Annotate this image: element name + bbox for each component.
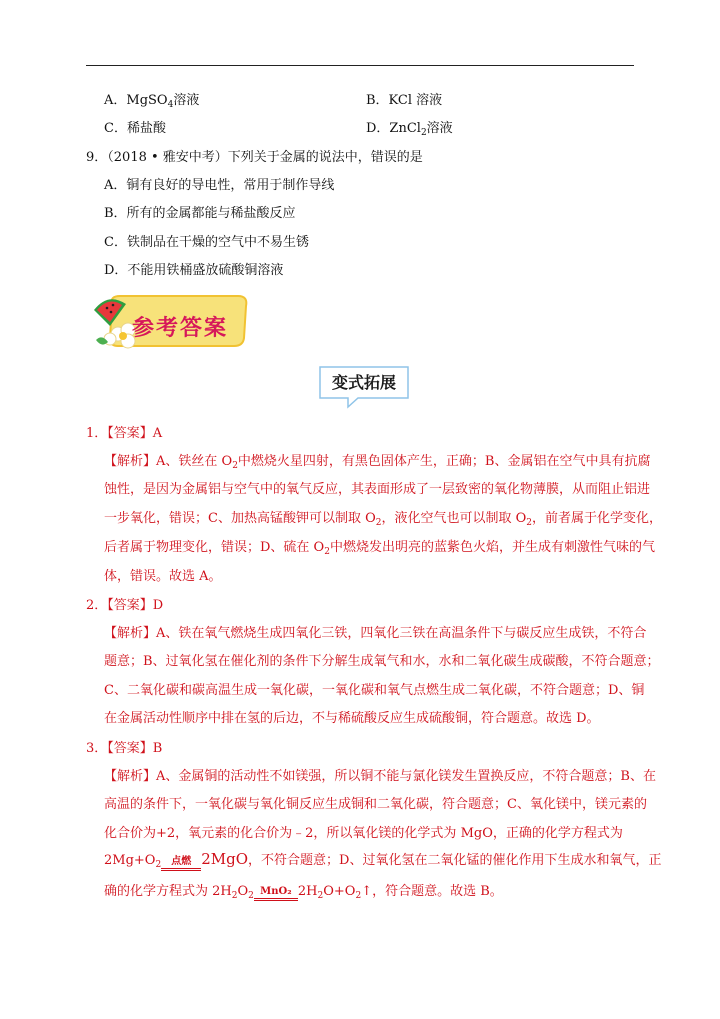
q9-option-d: D．不能用铁桶盛放硫酸铜溶液 [104,263,284,278]
answer-2-line: C、二氧化碳和碳高温生成一氧化碳，一氧化碳和氧气点燃生成二氧化碳，不符合题意；D、铜 [104,683,645,698]
q9-option-a: A．铜有良好的导电性，常用于制作导线 [104,178,335,193]
answer-1-line: 体，错误。故选 A。 [104,569,222,584]
answer-1-line: 后者属于物理变化，错误；D、硫在 $O_2$中燃烧发出明亮的蓝紫色火焰，并生成有刺激性气味的气 [104,540,655,557]
q9-option-c: C．铁制品在干燥的空气中不易生锈 [104,235,309,250]
answer-1-line: 【解析】A、铁丝在 $O_2$中燃烧火星四射，有黑色固体产生，正确；B、金属铝在空气中具有抗腐 [104,454,651,471]
option-d: D．ZnCl$_2$溶液 [366,121,453,138]
answer-3-line: 【解析】A、金属铜的活动性不如镁强，所以铜不能与氯化镁发生置换反应，不符合题意；B、在 [104,769,656,784]
answer-2-line: 【解析】A、铁在氧气燃烧生成四氧化三铁，四氧化三铁在高温条件下与碳反应生成铁，不符合 [104,626,647,641]
answer-2-line: 在金属活动性顺序中排在氢的后边，不与稀硫酸反应生成硫酸铜，符合题意。故选 D。 [104,711,600,726]
option-b: B．KCl 溶液 [366,93,443,108]
answer-3-line: 化合价为+2，氧元素的化合价为﹣2，所以氧化镁的化学式为 MgO，正确的化学方程式为 [104,826,623,841]
option-a: A．MgSO$_4$溶液 [104,93,200,110]
q9-option-b: B．所有的金属都能与稀盐酸反应 [104,206,296,221]
answer-3-head: 3．【答案】B [86,741,163,756]
q9-stem: 9．（2018 • 雅安中考）下列关于金属的说法中，错误的是 [86,150,423,165]
answer-2-head: 2．【答案】D [86,598,164,613]
banner-title: 参考答案 [132,316,229,341]
equation-h2o2: 确的化学方程式为 $2H_2O_2$ MnO₂ $2H_2O+O_2↑$，符合题意。故选 B。 [104,884,503,901]
answer-1-line: 蚀性，是因为金属铝与空气中的氧气反应，其表面形成了一层致密的氧化物薄膜，从而阻止铝进 [104,482,651,497]
callout-title: 变式拓展 [331,373,396,392]
answer-2-line: 题意；B、过氧化氢在催化剂的条件下分解生成氧气和水，水和二氧化碳生成碳酸，不符合题意； [104,654,660,669]
header-rule [86,65,634,66]
equation-mgo: $2Mg+O_2$ 点燃 2MgO，不符合题意；D、过氧化氢在二氧化锰的催化作用下生成水和氧气，正 [104,850,662,870]
answer-3-line: 高温的条件下，一氧化碳与氧化铜反应生成铜和二氧化碳，符合题意；C、氧化镁中，镁元素的 [104,797,647,812]
answer-1-head: 1．【答案】A [86,426,163,441]
answer-1-line: 一步氧化，错误；C、加热高锰酸钾可以制取 $O_2$，液化空气也可以制取 $O_2$，前者属于化学变化， [104,511,663,528]
option-c: C．稀盐酸 [104,121,166,136]
